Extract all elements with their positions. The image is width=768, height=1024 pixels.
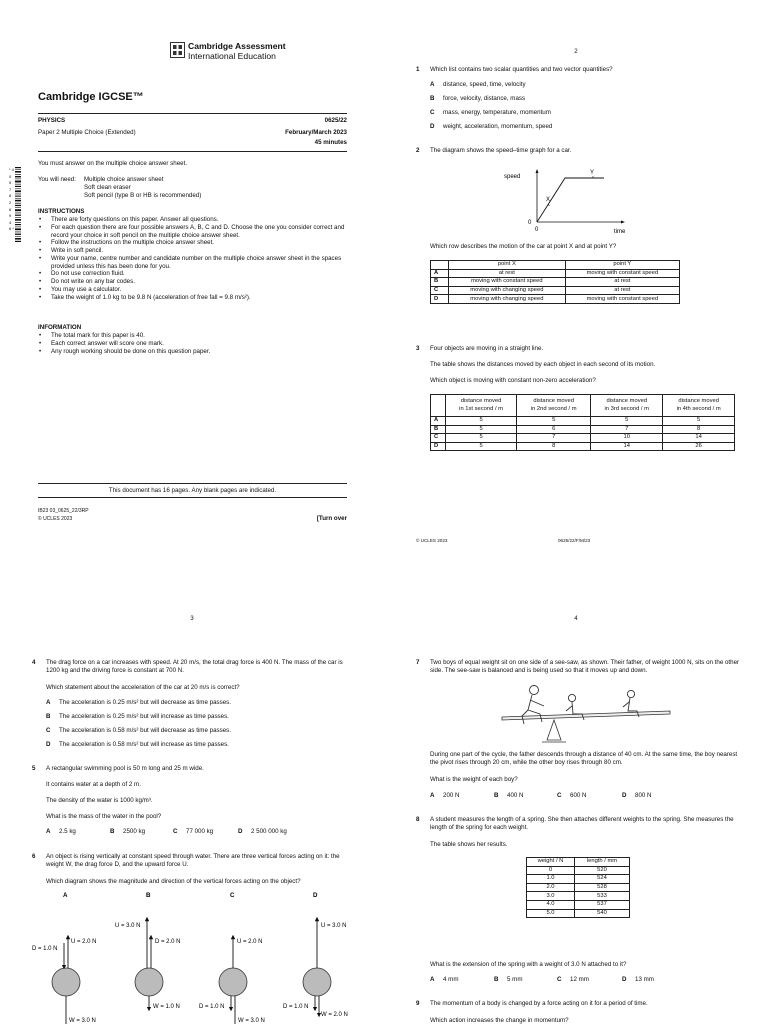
answer-option: B 2500 kg bbox=[110, 828, 146, 835]
instruction-item: • For each question there are four possible answers A, B, C and D. Choose the one you consider correct and record your choice in soft pencil on the multiple choice answer sheet. bbox=[38, 224, 350, 240]
answer-option: B 400 N bbox=[494, 792, 524, 799]
table-row: B moving with constant speed at rest bbox=[431, 278, 680, 287]
barcode-icon bbox=[15, 167, 21, 242]
info-item: • Each correct answer will score one mark. bbox=[38, 340, 350, 348]
info-item: • Any rough working should be done on this question paper. bbox=[38, 348, 350, 356]
turn-over: [Turn over bbox=[316, 515, 347, 522]
answer-option: A 200 N bbox=[430, 792, 460, 799]
answer-option: C mass, energy, temperature, momentum bbox=[430, 109, 551, 116]
page-1-cover bbox=[0, 0, 384, 522]
answer-option: C 600 N bbox=[557, 792, 587, 799]
question-prompt: Which object is moving with constant non-zero acceleration? bbox=[430, 377, 596, 384]
question-text: Four objects are moving in a straight line. bbox=[430, 345, 544, 352]
question-text: The diagram shows the speed–time graph for a car. bbox=[430, 147, 572, 154]
instruction-item: • Do not write on any bar codes. bbox=[38, 278, 350, 286]
instruction-item: • Take the weight of 1.0 kg to be 9.8 N (acceleration of free fall = 9.8 m/s²). bbox=[38, 294, 350, 302]
table-row: 0 520 bbox=[527, 866, 630, 875]
question-number: 2 bbox=[416, 147, 420, 154]
need-item: Multiple choice answer sheet bbox=[84, 176, 164, 183]
question-text: Two boys of equal weight sit on one side of a see-saw, as shown. Their father, of weight 1000 N, sits on the other side. The see-saw is balanced and is being used so that it moves up and down. bbox=[430, 659, 740, 674]
paper-title: Paper 2 Multiple Choice (Extended) bbox=[38, 129, 136, 136]
question-text: A student measures the length of a spring. She then attaches different weights to the spring. She measures the length of the spring for each weight. bbox=[430, 816, 734, 831]
force-label: W = 3.0 N bbox=[238, 1018, 265, 1024]
barcode-digits: * 4 0 5 7 8 2 6 9 4 6 * bbox=[9, 167, 14, 232]
subject: PHYSICS bbox=[38, 117, 66, 124]
diagram-label-d: D bbox=[313, 892, 318, 899]
exam-session: February/March 2023 bbox=[285, 129, 347, 136]
footer-code: 0625/22/F/M/23 bbox=[558, 538, 591, 543]
graph-point-x: X bbox=[546, 197, 551, 203]
footer-copyright: © UCLES 2023 bbox=[38, 516, 73, 522]
page-number: 3 bbox=[190, 615, 194, 622]
answer-option: B force, velocity, distance, mass bbox=[430, 95, 526, 102]
graph-point-y: Y bbox=[590, 170, 595, 176]
graph-y-label: speed bbox=[504, 174, 521, 180]
question-prompt: Which statement about the acceleration of the car at 20 m/s is correct? bbox=[46, 684, 240, 691]
answer-option: D 13 mm bbox=[622, 976, 654, 983]
needs-list bbox=[84, 176, 201, 199]
answer-option: B The acceleration is 0.25 m/s² but will increase as time passes. bbox=[46, 713, 229, 720]
table-row: A 5 5 5 5 bbox=[431, 417, 735, 426]
instruction-item: • You may use a calculator. bbox=[38, 286, 350, 294]
object-c bbox=[219, 968, 247, 996]
footer-copyright: © UCLES 2023 bbox=[416, 538, 448, 543]
table-row: D 5 8 14 26 bbox=[431, 442, 735, 451]
table-row: 1.0 524 bbox=[527, 875, 630, 884]
instructions-list bbox=[38, 216, 350, 301]
question-number: 7 bbox=[416, 659, 420, 666]
question-text: The table shows her results. bbox=[430, 841, 508, 848]
answer-option: A 2.5 kg bbox=[46, 828, 76, 835]
force-label: U = 2.0 N bbox=[71, 939, 97, 945]
question-number: 8 bbox=[416, 816, 420, 823]
paper-code: 0625/22 bbox=[324, 117, 347, 124]
force-label: D = 1.0 N bbox=[32, 946, 58, 952]
object-b bbox=[135, 968, 163, 996]
force-label: D = 1.0 N bbox=[283, 1004, 309, 1010]
question-text: During one part of the cycle, the father descends through a distance of 40 cm. At the same time, the boy nearest the pivot rises through 20 cm, while the other boy rises through 80 cm. bbox=[430, 751, 738, 766]
information-title: INFORMATION bbox=[38, 324, 82, 331]
force-label: W = 3.0 N bbox=[69, 1018, 96, 1024]
instruction-item: • Write in soft pencil. bbox=[38, 247, 350, 255]
question-text: The drag force on a car increases with speed. At 20 m/s, the total drag force is 400 N. The mass of the car is 1200 kg and the driving force is constant at 700 N. bbox=[46, 659, 343, 674]
question-text: An object is rising vertically at constant speed through water. There are three vertical forces acting on it: the weight W, the drag force D, and the upward force U. bbox=[46, 853, 340, 868]
question-text: The table shows the distances moved by each object in each second of its motion. bbox=[430, 361, 656, 368]
need-item: Soft clean eraser bbox=[84, 183, 131, 191]
question-number: 4 bbox=[32, 659, 36, 666]
force-label: U = 3.0 N bbox=[115, 923, 141, 929]
q2-table: point X point Y A at rest moving with constant speed B moving with constant speed at rest C moving with changing speed at rest D moving with changing speed moving with constant speed bbox=[430, 260, 680, 304]
instructions-title: INSTRUCTIONS bbox=[38, 208, 85, 215]
force-label: U = 3.0 N bbox=[321, 923, 347, 929]
spring-table: weight / N length / mm 0 520 1.0 524 2.0 528 3.0 533 4.0 537 5.0 540 bbox=[526, 857, 630, 918]
diagram-label-a: A bbox=[63, 892, 68, 899]
crest-icon bbox=[170, 42, 185, 58]
answer-option: C 12 mm bbox=[557, 976, 589, 983]
logo-line-2: International Education bbox=[188, 51, 276, 61]
table-row: C 5 7 10 14 bbox=[431, 434, 735, 443]
question-text: A rectangular swimming pool is 50 m long and 25 m wide. bbox=[46, 765, 204, 772]
object-a bbox=[52, 968, 80, 996]
table-row: 3.0 533 bbox=[527, 892, 630, 901]
page-2 bbox=[384, 0, 768, 543]
answer-option: D 2 500 000 kg bbox=[238, 828, 287, 835]
answer-instruction: You must answer on the multiple choice answer sheet. bbox=[38, 160, 188, 167]
page-3 bbox=[0, 512, 384, 1024]
q3-table: distance moved in 1st second / m distance moved in 2nd second / m distance moved in 3rd second / m distance moved in 4th second / m A 5 5 5 5 B 5 6 7 8 C 5 7 10 14 D 5 8 14 26 bbox=[430, 394, 735, 451]
question-text: The momentum of a body is changed by a force acting on it for a period of time. bbox=[430, 1000, 648, 1007]
answer-option: C The acceleration is 0.58 m/s² but will decrease as time passes. bbox=[46, 727, 231, 734]
question-prompt: Which diagram shows the magnitude and direction of the vertical forces acting on the object? bbox=[46, 878, 301, 885]
force-label: W = 2.0 N bbox=[321, 1012, 348, 1018]
object-d bbox=[303, 968, 331, 996]
answer-option: C 77 000 kg bbox=[173, 828, 214, 835]
page-4 bbox=[384, 512, 768, 1024]
table-row: B 5 6 7 8 bbox=[431, 425, 735, 434]
question-number: 9 bbox=[416, 1000, 420, 1007]
footer-code: IB23 03_0625_22/3RP bbox=[38, 508, 89, 514]
table-row: 2.0 528 bbox=[527, 883, 630, 892]
table-row: A at rest moving with constant speed bbox=[431, 269, 680, 278]
brand-title: Cambridge IGCSE™ bbox=[38, 91, 144, 103]
table-row: 4.0 537 bbox=[527, 900, 630, 909]
logo-line-1: Cambridge Assessment bbox=[188, 41, 286, 51]
you-will-need-label: You will need: bbox=[38, 176, 76, 183]
question-number: 3 bbox=[416, 345, 420, 352]
speed-time-graph bbox=[504, 166, 654, 236]
answer-option: D 800 N bbox=[622, 792, 652, 799]
pages-note: This document has 16 pages. Any blank pages are indicated. bbox=[108, 487, 277, 494]
instruction-item: • Write your name, centre number and candidate number on the multiple choice answer sheet in the spaces provided unless this has been done for you. bbox=[38, 255, 350, 271]
answer-option: D The acceleration is 0.58 m/s² but will increase as time passes. bbox=[46, 741, 229, 748]
question-text: Which list contains two scalar quantities and two vector quantities? bbox=[430, 66, 613, 73]
instruction-item: • There are forty questions on this paper. Answer all questions. bbox=[38, 216, 350, 224]
instruction-item: • Follow the instructions on the multiple choice answer sheet. bbox=[38, 239, 350, 247]
answer-option: D weight, acceleration, momentum, speed bbox=[430, 123, 553, 130]
information-list bbox=[38, 332, 350, 355]
question-prompt: What is the extension of the spring with a weight of 3.0 N attached to it? bbox=[430, 961, 627, 968]
barcode bbox=[10, 167, 22, 242]
graph-zero-x: 0 bbox=[535, 227, 539, 233]
question-prompt: What is the weight of each boy? bbox=[430, 776, 518, 783]
question-prompt: Which row describes the motion of the car at point X and at point Y? bbox=[430, 243, 617, 250]
force-label: D = 1.0 N bbox=[199, 1004, 225, 1010]
question-prompt: What is the mass of the water in the pool? bbox=[46, 813, 162, 820]
answer-option: A distance, speed, time, velocity bbox=[430, 81, 526, 88]
table-row: D moving with changing speed moving with constant speed bbox=[431, 295, 680, 304]
exam-duration: 45 minutes bbox=[314, 139, 347, 146]
info-item: • The total mark for this paper is 40. bbox=[38, 332, 350, 340]
cambridge-logo bbox=[170, 41, 300, 61]
page-number: 4 bbox=[574, 615, 578, 622]
force-label: D = 2.0 N bbox=[155, 939, 181, 945]
question-number: 5 bbox=[32, 765, 36, 772]
question-prompt: Which action increases the change in momentum? bbox=[430, 1017, 569, 1024]
question-number: 1 bbox=[416, 66, 420, 73]
question-number: 6 bbox=[32, 853, 36, 860]
question-text: It contains water at a depth of 2 m. bbox=[46, 781, 141, 788]
table-row: 5.0 540 bbox=[527, 909, 630, 918]
answer-option: A The acceleration is 0.25 m/s² but will decrease as time passes. bbox=[46, 699, 231, 706]
table-row: C moving with changing speed at rest bbox=[431, 286, 680, 295]
need-item: Soft pencil (type B or HB is recommended) bbox=[84, 191, 202, 199]
page-number: 2 bbox=[574, 48, 578, 55]
graph-x-label: time bbox=[614, 229, 626, 235]
question-text: The density of the water is 1000 kg/m³. bbox=[46, 797, 153, 804]
diagram-label-b: B bbox=[146, 892, 151, 899]
force-label: W = 1.0 N bbox=[153, 1004, 180, 1010]
see-saw-illustration bbox=[494, 684, 674, 746]
answer-option: A 4 mm bbox=[430, 976, 459, 983]
answer-option: B 5 mm bbox=[494, 976, 523, 983]
instruction-item: • Do not use correction fluid. bbox=[38, 270, 350, 278]
force-label: U = 2.0 N bbox=[237, 939, 263, 945]
force-diagrams bbox=[0, 889, 384, 1024]
graph-zero-y: 0 bbox=[528, 220, 532, 226]
diagram-label-c: C bbox=[230, 892, 235, 899]
